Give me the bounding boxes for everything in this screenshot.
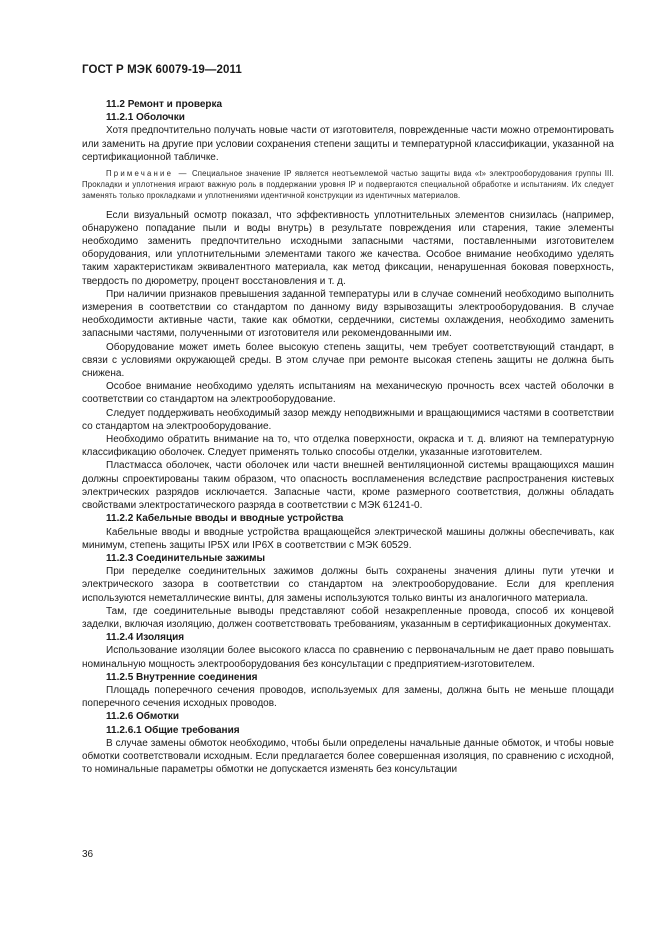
page-number: 36 [82,849,94,860]
paragraph: Оборудование может иметь более высокую степень защиты, чем требует соответствующий стандарт, в связи с условиями окружающей среды. В этом случае при ремонте высокая степень защиты не должна быть снижена. [82,341,614,380]
paragraph: Следует поддерживать необходимый зазор между неподвижными и вращающимися частями в соответствии со стандартом на электрооборудование. [82,407,614,432]
document-header: ГОСТ Р МЭК 60079-19—2011 [82,64,242,76]
note [82,168,614,202]
paragraph: Там, где соединительные выводы представляют собой незакрепленные провода, способ их концевой заделки, включая изоляцию, должен соответствовать требованиям, указанным в сертификационных документах. [82,605,614,630]
paragraph: Необходимо обратить внимание на то, что отделка поверхности, окраска и т. д. влияют на температурную классификацию оболочек. Следует применять только способы отделки, указанные изготовителем. [82,434,614,459]
paragraph: Особое внимание необходимо уделять испытаниям на механическую прочность всех частей оболочки в соответствии со стандартом на электрооборудование. [82,381,614,406]
paragraph: Пластмасса оболочек, части оболочек или части внешней вентиляционной системы вращающихся машин должны спроектированы таким образом, что опасность воспламенения вследствие распространения кистевых электрических разрядов исключается. Запасные части, кроме размерного соответствия, должны обладать свойствами электростатического разряда в соответствии с МЭК 61241-0. [82,460,614,512]
section-heading: 11.2.4 Изоляция [106,632,185,644]
section-heading: 11.2.1 Оболочки [106,112,185,124]
document-body [82,98,614,776]
section-heading: 11.2.6 Обмотки [106,711,180,723]
paragraph: Использование изоляции более высокого класса по сравнению с первоначальным не дает право повышать номинальную мощность электрооборудования без консультации с предприятием-изготовителем. [82,645,614,670]
section-heading: 11.2 Ремонт и проверка [106,99,223,110]
paragraph: Площадь поперечного сечения проводов, используемых для замены, должна быть не меньше площади поперечного сечения исходных проводов. [82,684,614,710]
section-heading: 11.2.2 Кабельные вводы и вводные устройства [106,513,344,525]
paragraph: В случае замены обмоток необходимо, чтобы были определены начальные данные обмоток, и чтобы новые обмотки соответствовали исходным. Если предлагается более совершенная изоляция, по сравнению с исходной, то номинальные параметры обмотки не допускается изменять без консультации [82,737,614,776]
paragraph: Хотя предпочтительно получать новые части от изготовителя, поврежденные части можно отремонтировать или заменить на другие при условии сохранения степени защиты и температурной классификации, указанной на сертификационной табличке. [82,125,614,163]
section-heading: 11.2.5 Внутренние соединения [106,671,258,683]
note-text: Специальное значение IP является неотъемлемой частью защиты вида «t» электрооборудования группы III. Прокладки и уплотнения играют важную роль в поддержании уровня IP и подвергаются специальной обработке и испытаниям. Их следует заменять только прокладками и уплотнениями идентичной конструкции из идентичных материалов. [82,169,614,201]
section-heading: 11.2.3 Соединительные зажимы [106,552,266,564]
note-label: Примечание — [106,169,189,179]
paragraph: Кабельные вводы и вводные устройства вращающейся электрической машины должны обеспечивать, как минимум, степень защиты IP5X или IP6X в соответствии с МЭК 60529. [82,526,614,551]
section-heading: 11.2.6.1 Общие требования [106,724,240,736]
paragraph: При переделке соединительных зажимов должны быть сохранены значения длины пути утечки и электрического зазора в соответствии со стандартом на электрооборудование. Если для крепления используются неметаллические винты, для замены используются только винты из аналогичного материала. [82,566,614,604]
paragraph: При наличии признаков превышения заданной температуры или в случае сомнений необходимо выполнить измерения в соответствии со стандартом по данному виду взрывозащиты электрооборудования. В случае необходимости активные части, такие как обмотки, сердечники, системы охлаждения, необходимо заменить запасными частями, полученными от изготовителя или рекомендованными им. [82,288,614,340]
paragraph: Если визуальный осмотр показал, что эффективность уплотнительных элементов снизилась (например, обнаружено попадание пыли и воды внутрь) в результате повреждения или старения, такие элементы необходимо заменить предпочтительно исходными запасными частями, поставленными изготовителем оборудования, или уплотнительными элементами такого же качества. Особое внимание необходимо уделять таким характеристикам эквивалентного материала, как метод фиксации, ненарушенная боковая поверхность, твердость по дюрометру, процент восстановления и т. д. [82,209,614,287]
